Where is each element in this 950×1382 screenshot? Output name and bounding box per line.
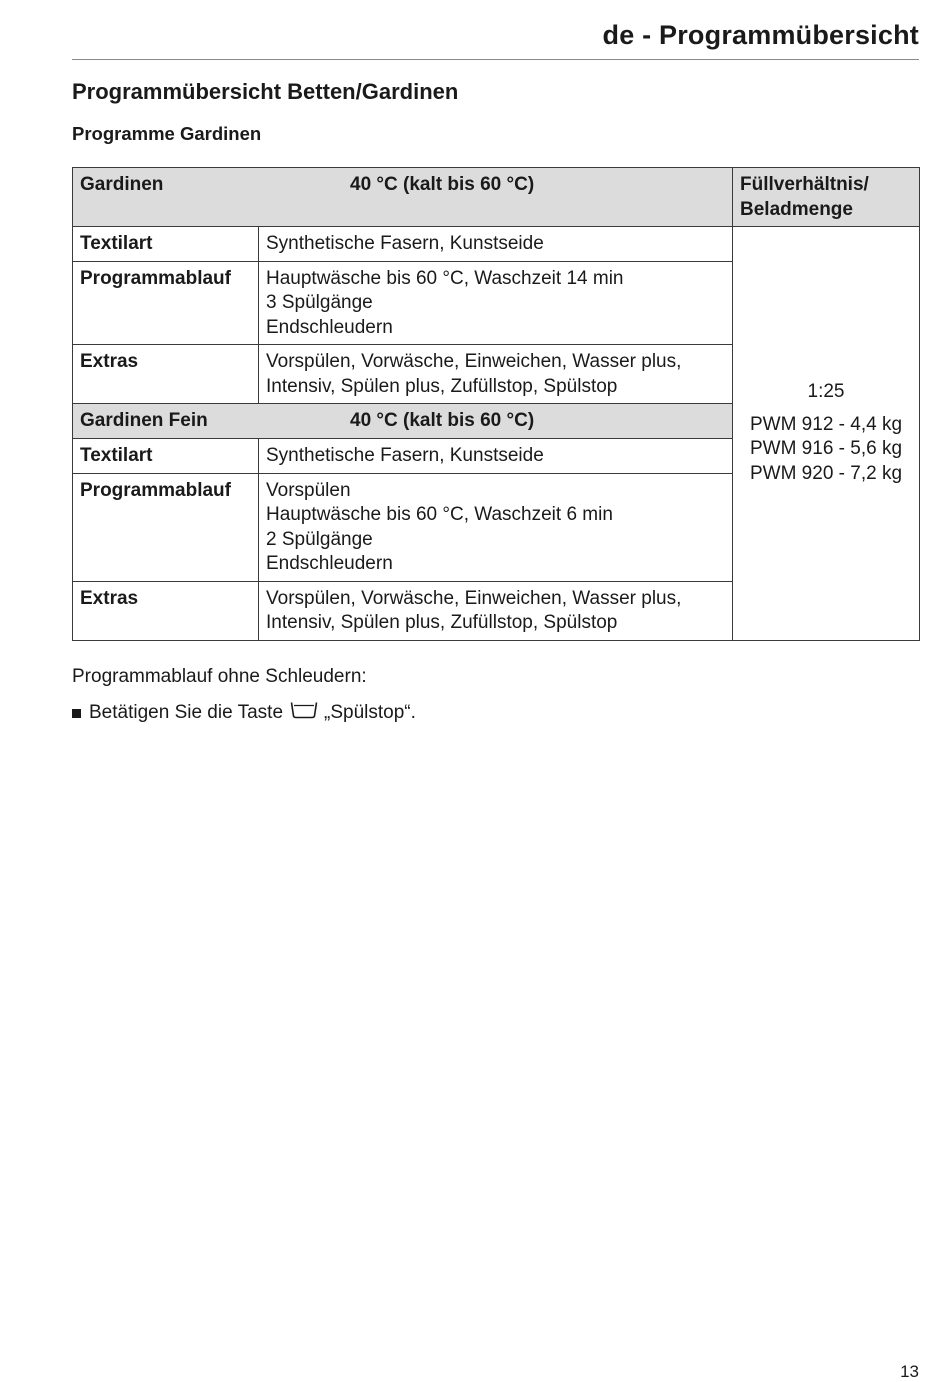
page-number: 13 bbox=[900, 1362, 919, 1381]
extras-label: Extras bbox=[73, 581, 259, 640]
load-model: PWM 912 - 4,4 kg bbox=[749, 413, 903, 435]
sequence-line: Hauptwäsche bis 60 °C, Waschzeit 14 min bbox=[266, 267, 624, 289]
textile-value: Synthetische Fasern, Kunstseide bbox=[259, 227, 733, 262]
sequence-line: 3 Spülgänge bbox=[266, 292, 373, 313]
load-header-line: Beladmenge bbox=[740, 198, 853, 220]
sequence-value bbox=[259, 261, 733, 345]
bullet-square-icon bbox=[72, 709, 81, 718]
section-title: Programmübersicht Betten/Gardinen bbox=[72, 79, 459, 104]
textile-label: Textilart bbox=[73, 439, 259, 474]
extras-value bbox=[259, 581, 733, 640]
program-header-cell bbox=[73, 168, 733, 227]
extras-line: Intensiv, Spülen plus, Zufüllstop, Spülstop bbox=[266, 375, 618, 397]
sequence-label: Programmablauf bbox=[73, 261, 259, 345]
sequence-label: Programmablauf bbox=[73, 473, 259, 581]
load-model: PWM 920 - 7,2 kg bbox=[749, 462, 903, 484]
instruction-item bbox=[72, 701, 416, 725]
extras-line: Intensiv, Spülen plus, Zufüllstop, Spülstop bbox=[266, 612, 618, 633]
program-header-cell bbox=[73, 404, 733, 439]
textile-value: Synthetische Fasern, Kunstseide bbox=[259, 439, 733, 474]
program-temperature: 40 °C (kalt bis 60 °C) bbox=[350, 174, 535, 195]
instruction-suffix: „Spülstop“. bbox=[324, 702, 416, 723]
note-text: Programmablauf ohne Schleudern: bbox=[72, 666, 367, 687]
extras-value bbox=[259, 345, 733, 404]
extras-line: Vorspülen, Vorwäsche, Einweichen, Wasser plus, bbox=[266, 587, 682, 609]
textile-label: Textilart bbox=[73, 227, 259, 262]
rinse-hold-tub-icon bbox=[290, 701, 318, 725]
load-model: PWM 916 - 5,6 kg bbox=[749, 438, 903, 460]
header-title: de - Programmübersicht bbox=[602, 20, 919, 50]
sequence-line: Endschleudern bbox=[266, 316, 393, 338]
table-row bbox=[73, 227, 920, 262]
sequence-line: Hauptwäsche bis 60 °C, Waschzeit 6 min bbox=[266, 504, 613, 525]
page-header bbox=[72, 20, 919, 60]
program-header-row bbox=[73, 168, 920, 227]
program-table bbox=[72, 167, 920, 641]
instruction-prefix: Betätigen Sie die Taste bbox=[89, 702, 284, 723]
load-header-cell bbox=[733, 168, 920, 227]
program-name: Gardinen bbox=[80, 174, 164, 195]
extras-line: Vorspülen, Vorwäsche, Einweichen, Wasser plus, bbox=[266, 351, 682, 372]
program-temperature: 40 °C (kalt bis 60 °C) bbox=[350, 410, 535, 431]
load-header-line: Füllverhältnis/ bbox=[740, 174, 869, 195]
program-name: Gardinen Fein bbox=[80, 410, 208, 431]
sequence-line: Vorspülen bbox=[266, 479, 351, 501]
sequence-line: Endschleudern bbox=[266, 553, 393, 574]
load-cell bbox=[733, 227, 920, 641]
subsection-title: Programme Gardinen bbox=[72, 123, 262, 144]
load-ratio: 1:25 bbox=[807, 381, 845, 403]
extras-label: Extras bbox=[73, 345, 259, 404]
sequence-value bbox=[259, 473, 733, 581]
sequence-line: 2 Spülgänge bbox=[266, 528, 373, 550]
